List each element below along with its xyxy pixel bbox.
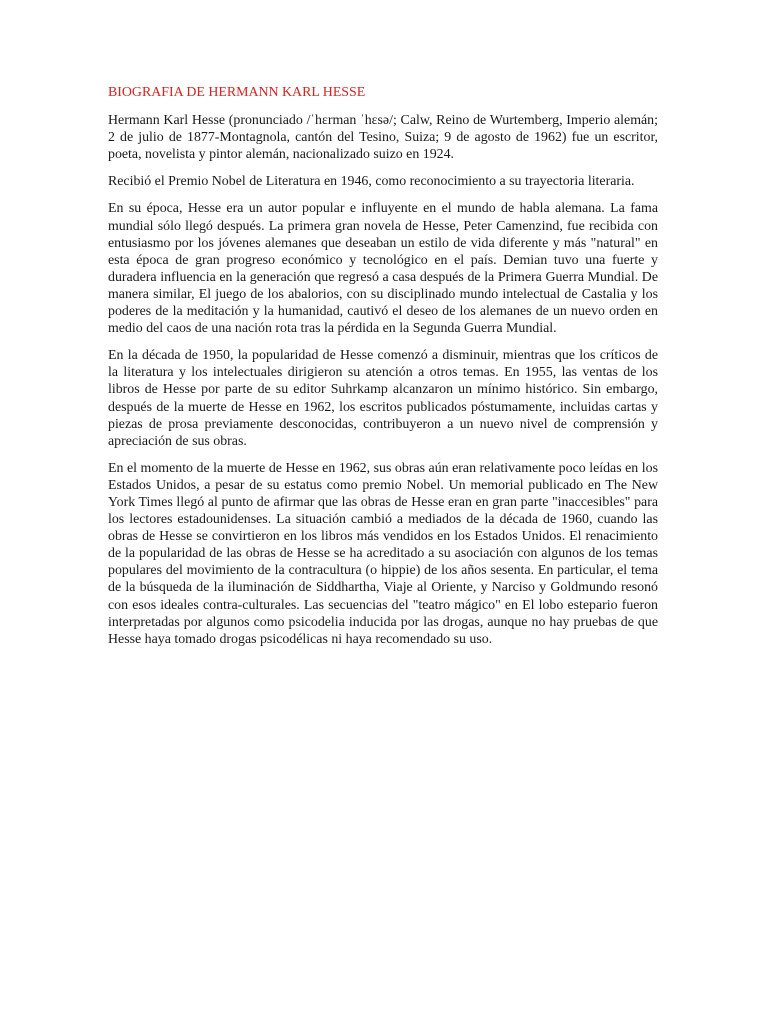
paragraph-intro: Hermann Karl Hesse (pronunciado /ˈhɛrman ˈhɛsə/; Calw, Reino de Wurtemberg, Imperio alemán; 2 de julio de 1877-Montagnola, cantón del Tesino, Suiza; 9 de agosto de 1962) fue un escritor, poeta, novelista y pintor alemán, nacionalizado suizo en 1924. bbox=[108, 113, 658, 163]
document-title: BIOGRAFIA DE HERMANN KARL HESSE bbox=[108, 85, 366, 100]
paragraph-epoca: En su época, Hesse era un autor popular e influyente en el mundo de habla alemana. La fama mundial sólo llegó después. La primera gran novela de Hesse, Peter Camenzind, fue recibida con entusiasmo por los jóvenes alemanes que deseaban un estilo de vida diferente y más "natural" en esta época de gran progreso económico y tecnológico en el país. Demian tuvo una fuerte y duradera influencia en la generación que regresó a casa después de la Primera Guerra Mundial. De manera similar, El juego de los abalorios, con su disciplinado mundo intelectual de Castalia y los poderes de la meditación y la humanidad, cautivó el deseo de los alemanes de un nuevo orden en medio del caos de una nación rota tras la pérdida en la Segunda Guerra Mundial. bbox=[108, 201, 658, 337]
paragraph-estados-unidos: En el momento de la muerte de Hesse en 1962, sus obras aún eran relativamente poco leídas en los Estados Unidos, a pesar de su estatus como premio Nobel. Un memorial publicado en The New York Times llegó al punto de afirmar que las obras de Hesse eran en gran parte "inaccesibles" para los lectores estadounidenses. La situación cambió a mediados de la década de 1960, cuando las obras de Hesse se convirtieron en los libros más vendidos en los Estados Unidos. El renacimiento de la popularidad de las obras de Hesse se ha acreditado a su asociación con algunos de los temas populares del movimiento de la contracultura (o hippie) de los años sesenta. En particular, el tema de la búsqueda de la iluminación de Siddhartha, Viaje al Oriente, y Narciso y Goldmundo resonó con esos ideales contra-culturales. Las secuencias del "teatro mágico" en El lobo estepario fueron interpretadas por algunos como psicodelia inducida por las drogas, aunque no hay pruebas de que Hesse haya tomado drogas psicodélicas ni haya recomendado su uso. bbox=[108, 460, 658, 647]
document-page bbox=[108, 84, 658, 658]
paragraph-decada-1950: En la década de 1950, la popularidad de Hesse comenzó a disminuir, mientras que los críticos de la literatura y los intelectuales dirigieron su atención a otros temas. En 1955, las ventas de los libros de Hesse por parte de su editor Suhrkamp alcanzaron un mínimo histórico. Sin embargo, después de la muerte de Hesse en 1962, los escritos publicados póstumamente, incluidas cartas y piezas de prosa previamente desconocidas, contribuyeron a un nuevo nivel de comprensión y apreciación de sus obras. bbox=[108, 348, 658, 449]
paragraph-nobel: Recibió el Premio Nobel de Literatura en 1946, como reconocimiento a su trayectoria literaria. bbox=[108, 174, 635, 190]
